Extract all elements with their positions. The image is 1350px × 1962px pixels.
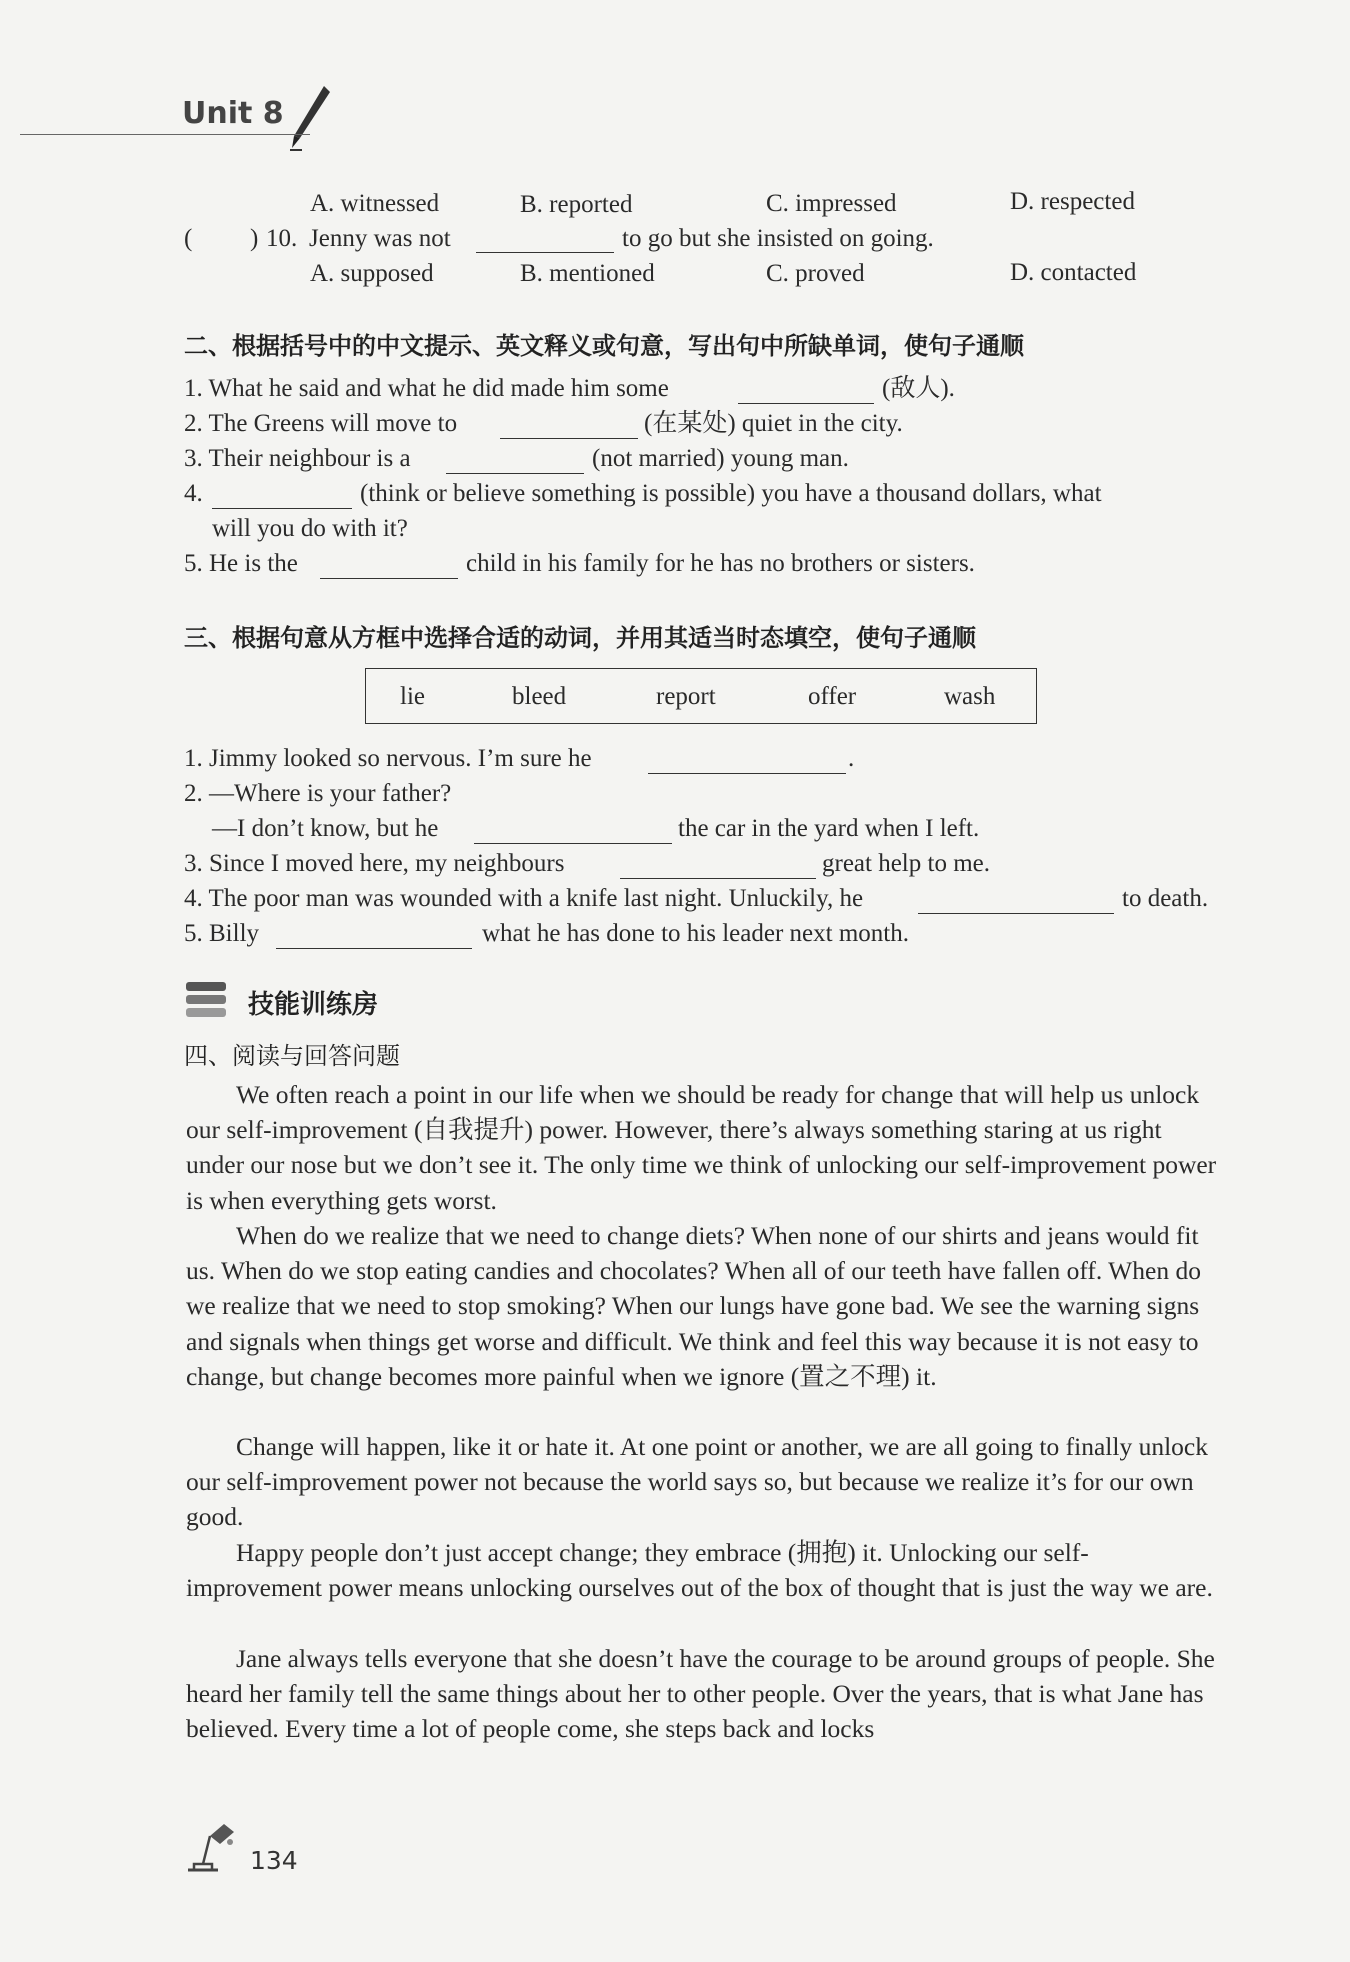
- answer-blank[interactable]: [500, 414, 638, 439]
- answer-blank[interactable]: [474, 819, 672, 844]
- item-text: .: [848, 745, 855, 772]
- item-text: (敌人).: [882, 375, 955, 402]
- answer-blank[interactable]: [476, 228, 614, 253]
- header-rule: [20, 134, 310, 135]
- item-text: 2. —Where is your father?: [184, 780, 452, 807]
- pen-icon: [286, 82, 330, 152]
- section-title: 四、阅读与回答问题: [184, 1042, 400, 1070]
- item-text: 3. Since I moved here, my neighbours: [184, 850, 565, 877]
- item-text: child in his family for he has no brothers or sisters.: [466, 550, 975, 577]
- word-bleed: bleed: [512, 683, 567, 710]
- question-stem: Jenny was not: [309, 225, 451, 252]
- item-text: 1. What he said and what he did made him some: [184, 375, 669, 402]
- item-text: the car in the yard when I left.: [678, 815, 980, 842]
- answer-blank[interactable]: [276, 924, 472, 949]
- option: D. contacted: [1010, 259, 1137, 286]
- question-stem-end: to go but she insisted on going.: [622, 225, 934, 252]
- reading-paragraph: When do we realize that we need to change diets? When none of our shirts and jeans would fit us. When do we stop eating candies and chocolates? When all of our teeth have fallen off. When do we realize that we need to stop smoking? When our lungs have gone bad. We see the warning signs and signals when things get worse and difficult. We think and feel this way because it is not easy to change, but change becomes more painful when we ignore (置之不理) it.: [186, 1221, 1201, 1391]
- answer-blank[interactable]: [918, 889, 1114, 914]
- item-text: 5. He is the: [184, 550, 298, 577]
- item-text: —I don’t know, but he: [212, 815, 439, 842]
- page-number: 134: [250, 1846, 298, 1875]
- answer-blank[interactable]: [212, 484, 352, 509]
- item-text: 3. Their neighbour is a: [184, 445, 411, 472]
- item-text: (think or believe something is possible) you have a thousand dollars, what: [360, 480, 1102, 507]
- word-box: [365, 668, 1037, 724]
- word-report: report: [656, 683, 716, 710]
- word-lie: lie: [400, 683, 425, 710]
- option: B. reported: [520, 191, 633, 218]
- answer-blank[interactable]: [320, 554, 458, 579]
- item-text: what he has done to his leader next month.: [482, 920, 909, 947]
- section-title: 三、根据句意从方框中选择合适的动词，并用其适当时态填空，使句子通顺: [184, 624, 976, 652]
- reading-paragraph: Happy people don’t just accept change; they embrace (拥抱) it. Unlocking our self-improvement power means unlocking ourselves out of the box of thought that is just the way we are.: [186, 1538, 1213, 1603]
- reading-paragraph: Jane always tells everyone that she doesn’t have the courage to be around groups of people. She heard her family tell the same things about her to other people. Over the years, that is what Jane has believed. Every time a lot of people come, she steps back and locks: [186, 1644, 1215, 1744]
- item-text: 5. Billy: [184, 920, 260, 947]
- item-text: (在某处) quiet in the city.: [644, 410, 903, 437]
- option: A. witnessed: [310, 190, 440, 217]
- reading-paragraph: Change will happen, like it or hate it. At one point or another, we are all going to finally unlock our self-improvement power not because the world says so, but because we realize it’s for our own good.: [186, 1432, 1208, 1532]
- item-text: to death.: [1122, 885, 1209, 912]
- answer-paren-open: (: [184, 225, 193, 252]
- option: B. mentioned: [520, 260, 655, 287]
- option: C. impressed: [766, 190, 897, 217]
- item-text: (not married) young man.: [592, 445, 849, 472]
- section-title: 二、根据括号中的中文提示、英文释义或句意，写出句中所缺单词，使句子通顺: [184, 332, 1024, 360]
- option: D. respected: [1010, 188, 1135, 215]
- item-text: will you do with it?: [212, 515, 408, 542]
- item-text: 4.: [184, 480, 203, 507]
- question-number: 10.: [266, 225, 298, 252]
- item-text: great help to me.: [822, 850, 990, 877]
- reading-paragraph: We often reach a point in our life when we should be ready for change that will help us unlock our self-improvement (自我提升) power. However, there’s always something staring at us right under our nose but we don’t see it. The only time we think of unlocking our self-improvement power is when everything gets worst.: [186, 1080, 1217, 1215]
- item-text: 1. Jimmy looked so nervous. I’m sure he: [184, 745, 592, 772]
- item-text: 2. The Greens will move to: [184, 410, 458, 437]
- stack-icon: [184, 980, 230, 1020]
- word-offer: offer: [808, 683, 857, 710]
- unit-label: Unit 8: [182, 96, 284, 131]
- option: C. proved: [766, 260, 865, 287]
- answer-blank[interactable]: [446, 449, 584, 474]
- answer-blank[interactable]: [620, 854, 816, 879]
- word-wash: wash: [944, 683, 996, 710]
- item-text: 4. The poor man was wounded with a knife last night. Unluckily, he: [184, 885, 864, 912]
- answer-blank[interactable]: [738, 379, 874, 404]
- skills-title: 技能训练房: [248, 990, 379, 1020]
- answer-paren-close: ): [250, 225, 259, 252]
- lamp-icon: [184, 1818, 240, 1874]
- option: A. supposed: [310, 260, 434, 287]
- answer-blank[interactable]: [648, 749, 846, 774]
